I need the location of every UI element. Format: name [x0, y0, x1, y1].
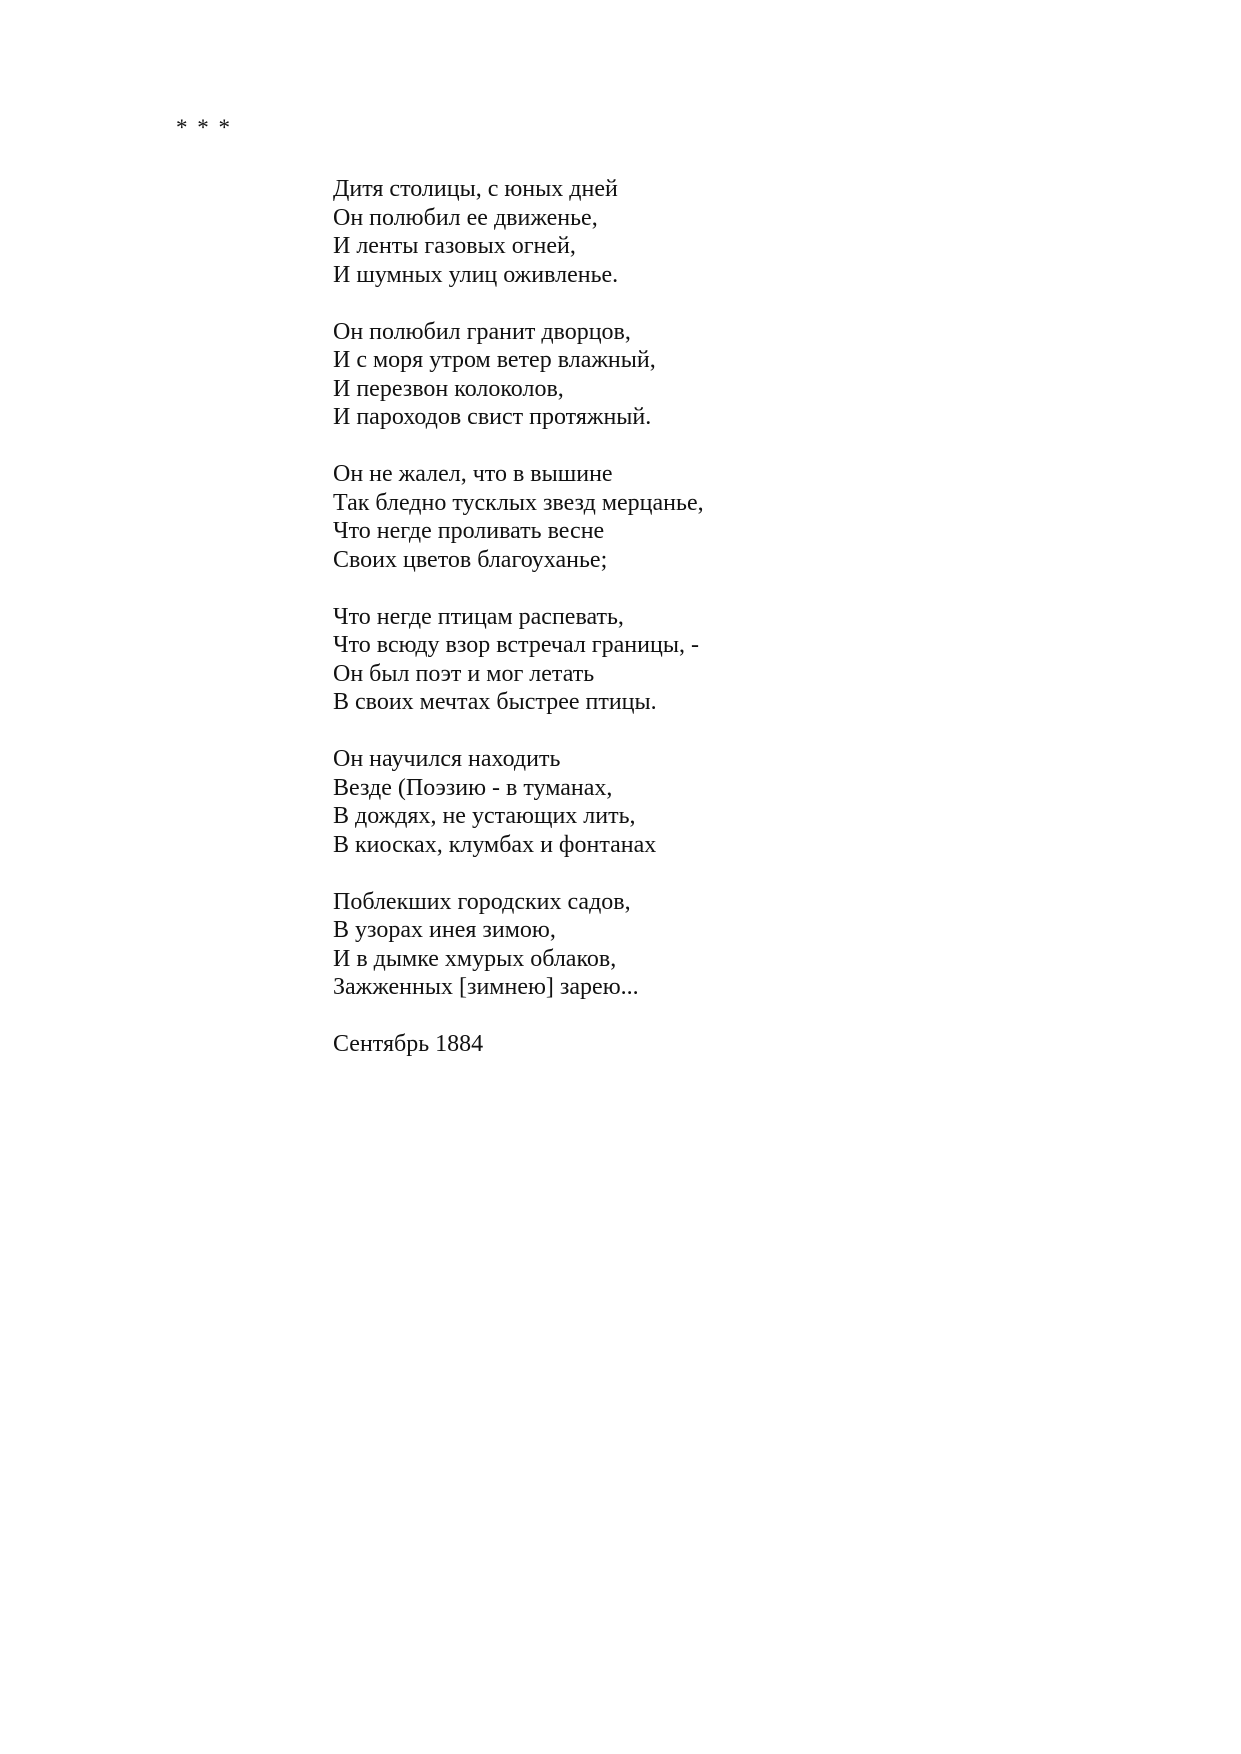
poem-line: Он полюбил гранит дворцов,: [333, 318, 631, 345]
poem-line: И пароходов свист протяжный.: [333, 404, 652, 430]
stanza-1: [333, 175, 1093, 289]
poem-line: И в дымке хмурых облаков,: [333, 945, 617, 972]
poem-line: Везде (Поэзию - в туманах,: [333, 774, 613, 801]
poem-line: Что негде проливать весне: [333, 518, 605, 544]
stanza-6: [333, 888, 1093, 1002]
poem-body: [333, 175, 1093, 1059]
poem-line: Он был поэт и мог летать: [333, 660, 595, 687]
poem-line: Что всюду взор встречал границы, -: [333, 632, 699, 658]
poem-line: Своих цветов благоуханье;: [333, 546, 608, 573]
poem-date: Сентябрь 1884: [333, 1031, 484, 1057]
poem-line: Он научился находить: [333, 746, 561, 772]
poem-line: Поблекших городских садов,: [333, 888, 631, 915]
stanza-5: [333, 745, 1093, 859]
poem-line: В дождях, не устающих лить,: [333, 803, 636, 829]
poem-line: И с моря утром ветер влажный,: [333, 347, 656, 373]
poem-line: Дитя столицы, с юных дней: [333, 176, 618, 202]
poem-line: Зажженных [зимнею] зарею...: [333, 974, 639, 1000]
poem-line: И ленты газовых огней,: [333, 233, 576, 259]
poem-line: В киосках, клумбах и фонтанах: [333, 831, 657, 858]
poem-line: Так бледно тусклых звезд мерцанье,: [333, 489, 704, 516]
poem-line: Он полюбил ее движенье,: [333, 204, 598, 231]
poem-line: Он не жалел, что в вышине: [333, 461, 613, 487]
poem-line: И перезвон колоколов,: [333, 375, 564, 402]
stanza-3: [333, 460, 1093, 574]
stanza-2: [333, 318, 1093, 432]
stanza-4: [333, 603, 1093, 717]
poem-line: И шумных улиц оживленье.: [333, 261, 619, 288]
poem-line: Что негде птицам распевать,: [333, 603, 624, 630]
poem-line: В узорах инея зимою,: [333, 917, 556, 943]
poem-line: В своих мечтах быстрее птицы.: [333, 689, 657, 715]
poem-heading: * * *: [176, 115, 232, 140]
